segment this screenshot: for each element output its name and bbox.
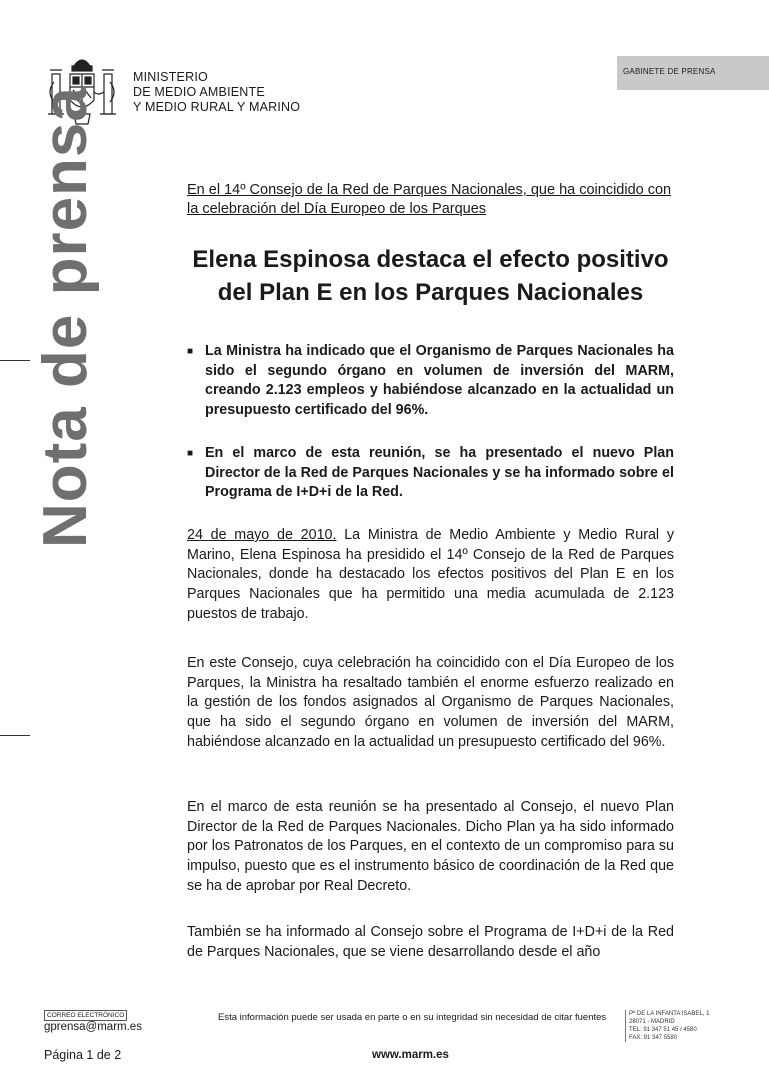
summary-bullet <box>187 342 674 420</box>
ministry-line: Y MEDIO RURAL Y MARINO <box>133 100 301 114</box>
body-paragraph <box>187 526 674 625</box>
page-number: Página 1 de 2 <box>44 1048 122 1062</box>
bullet-square-icon: ■ <box>187 448 194 459</box>
body-paragraph: En este Consejo, cuya celebración ha coincidido con el Día Europeo de los Parques, la Ministra ha resaltado también el enorme esfuerzo realizado en la gestión de los fondos asignados al Organismo de Parques Nacionales, que ha sido el segundo órgano en volumen de inversión del MARM, habiéndose alcanzado en la actualidad un presupuesto certificado del 96%. <box>187 655 674 750</box>
usage-disclaimer: Esta información puede ser usada en parte o en su integridad sin necesidad de citar fuentes <box>218 1012 607 1023</box>
bullet-text: La Ministra ha indicado que el Organismo de Parques Nacionales ha sido el segundo órgano en volumen de inversión del MARM, creando 2.123 empleos y habiéndose alcanzado en la actualidad un presupuesto certificado del 96%. <box>205 343 674 418</box>
summary-bullet <box>187 444 674 503</box>
contact-email[interactable]: gprensa@marm.es <box>44 1021 142 1033</box>
website-link[interactable]: www.marm.es <box>372 1049 449 1061</box>
address-line: 28071 - MADRID <box>629 1019 675 1025</box>
headline-line: Elena Espinosa destaca el efecto positivo <box>192 246 669 273</box>
address-line: FAX: 91 347 5580 <box>629 1035 678 1041</box>
paragraph-text: La Ministra de Medio Ambiente y Medio Rural y Marino, Elena Espinosa ha presidido el 14º Consejo de la Red de Parques Nacionales, donde ha destacado los efectos positivos del Plan E en los Parques Nacionales que ha permitido una media acumulada de 2.123 puestos de trabajo. <box>187 527 674 622</box>
body-paragraph: En el marco de esta reunión se ha presentado al Consejo, el nuevo Plan Director de la Red de Parques Nacionales. Dicho Plan ya ha sido informado por los Patronatos de los Parques, en el contexto de un compromiso para su impulso, puesto que es el instrumento básico de coordinación de la Red que se ha de aprobar por Real Decreto. <box>187 799 674 894</box>
address-line: Pº DE LA INFANTA ISABEL, 1 <box>629 1011 710 1017</box>
department-label: GABINETE DE PRENSA <box>623 67 716 76</box>
ministry-line: MINISTERIO <box>133 70 208 84</box>
press-release-side-label: Nota de prensa <box>31 86 100 548</box>
ministry-name <box>133 70 300 115</box>
lead-subtitle: En el 14º Consejo de la Red de Parques Nacionales, que ha coincidido con la celebración del Día Europeo de los Parques <box>187 182 672 217</box>
bullet-square-icon: ■ <box>187 346 194 357</box>
body-paragraph: También se ha informado al Consejo sobre el Programa de I+D+i de la Red de Parques Nacionales, que se viene desarrollando desde el año <box>187 924 674 960</box>
headline-line: del Plan E en los Parques Nacionales <box>217 279 644 306</box>
fold-mark <box>0 360 30 361</box>
address-line: TEL: 91 347 51 45 / 4580 <box>629 1027 697 1033</box>
postal-address <box>625 1010 709 1042</box>
dateline: 24 de mayo de 2010. <box>187 527 337 543</box>
fold-mark <box>0 735 30 736</box>
bullet-text: En el marco de esta reunión, se ha presentado el nuevo Plan Director de la Red de Parques Nacionales y se ha informado sobre el Programa de I+D+i de la Red. <box>205 445 674 500</box>
email-label: CORREO ELECTRÓNICO <box>44 1010 127 1021</box>
department-banner <box>617 56 769 90</box>
ministry-line: DE MEDIO AMBIENTE <box>133 85 265 99</box>
headline <box>187 243 674 309</box>
